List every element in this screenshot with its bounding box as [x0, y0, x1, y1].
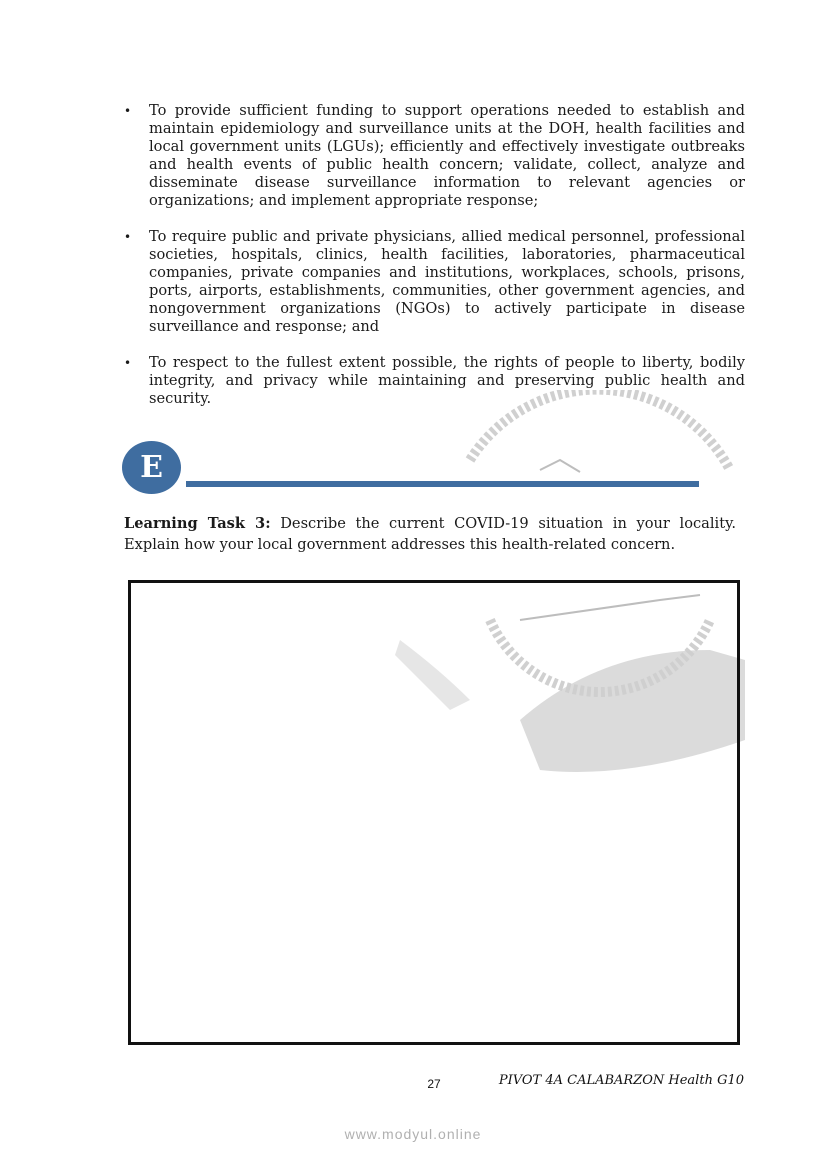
task-text: Describe the current COVID-19 situation in your locality. Explain how your local government addresses this health-related concern. [124, 515, 737, 553]
answer-box[interactable] [128, 580, 740, 1045]
bullet-text: To respect to the fullest extent possible, the rights of people to liberty, bodily integrity, and privacy while maintaining and preserving public health and security. [149, 354, 745, 407]
bullet-item [124, 354, 745, 408]
bullet-text: To provide sufficient funding to support operations needed to establish and maintain epidemiology and surveillance units at the DOH, health facilities and local government units (LGUs); efficiently and effectively investigate outbreaks and health events of public health concern; validate, collect, analyze and disseminate disease surveillance information to relevant agencies or organizations; and implement appropriate response; [149, 102, 745, 209]
bullet-list [124, 102, 745, 426]
footer-title: PIVOT 4A CALABARZON Health G10 [498, 1073, 744, 1088]
bullet-marker: • [124, 104, 132, 118]
bullet-text: To require public and private physicians, allied medical personnel, professional societies, hospitals, clinics, health facilities, laboratories, pharmaceutical companies, private companies and institutions, workplaces, schools, prisons, ports, airports, establishments, communities, other government agencies, and nongovernment organizations (NGOs) to actively participate in disease surveillance and response; and [149, 228, 745, 335]
section-letter-badge: E [122, 441, 181, 494]
bullet-item [124, 102, 745, 210]
learning-task-prompt [124, 513, 736, 555]
section-divider [186, 481, 699, 487]
task-label: Learning Task 3: [124, 515, 271, 532]
page-number: 27 [427, 1077, 441, 1091]
bullet-item [124, 228, 745, 336]
site-watermark: www.modyul.online [344, 1126, 482, 1142]
bullet-marker: • [124, 356, 132, 370]
bullet-marker: • [124, 230, 132, 244]
